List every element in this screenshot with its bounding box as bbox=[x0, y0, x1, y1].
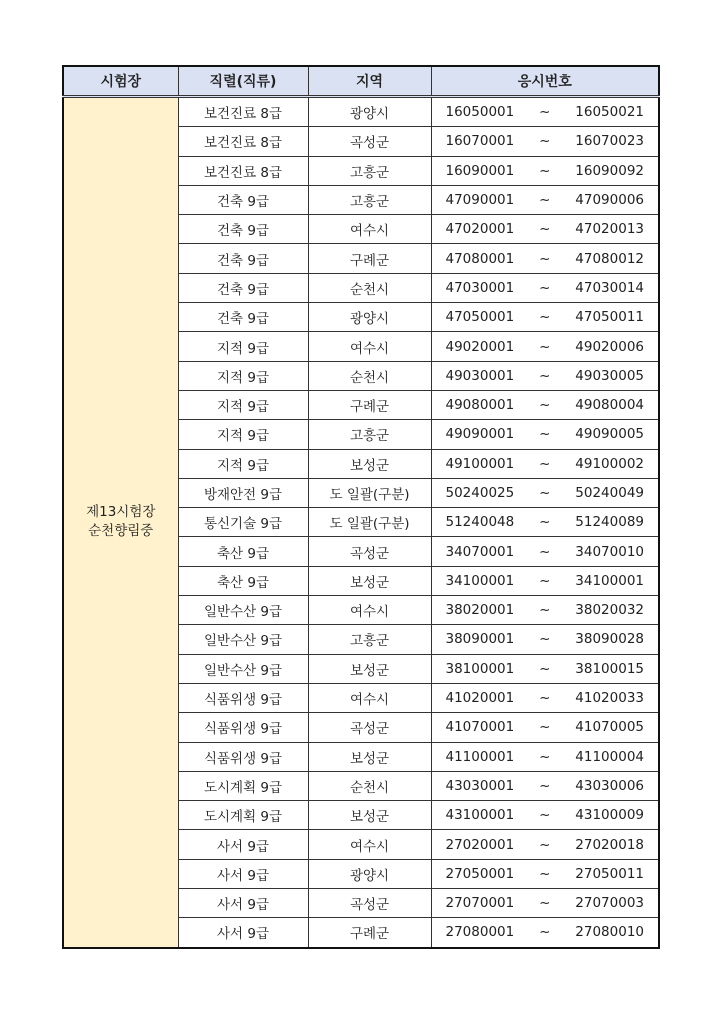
range-separator: ~ bbox=[539, 543, 551, 560]
number-from: 47030001 bbox=[445, 279, 515, 296]
job-cell: 일반수산 9급 bbox=[178, 625, 308, 654]
number-to: 27080010 bbox=[575, 924, 644, 941]
number-range-cell bbox=[431, 742, 659, 771]
job-cell: 사서 9급 bbox=[178, 918, 308, 948]
number-from: 50240025 bbox=[445, 485, 515, 501]
number-from: 49030001 bbox=[445, 367, 515, 384]
number-range-cell bbox=[431, 801, 659, 830]
region-cell: 보성군 bbox=[308, 449, 431, 478]
number-from: 16050001 bbox=[445, 104, 515, 121]
number-from: 47050001 bbox=[445, 309, 515, 326]
number-to: 47020013 bbox=[575, 221, 644, 238]
number-from: 43030001 bbox=[445, 777, 515, 794]
range-separator: ~ bbox=[539, 807, 551, 824]
job-cell: 지적 9급 bbox=[178, 361, 308, 390]
region-cell: 곡성군 bbox=[308, 127, 431, 156]
number-range-cell bbox=[431, 478, 659, 507]
region-cell: 구례군 bbox=[308, 390, 431, 419]
job-cell: 지적 9급 bbox=[178, 390, 308, 419]
number-to: 16050021 bbox=[575, 104, 644, 121]
number-range-cell bbox=[431, 830, 659, 859]
job-cell: 건축 9급 bbox=[178, 244, 308, 273]
number-range-cell bbox=[431, 859, 659, 888]
job-cell: 보건진료 8급 bbox=[178, 156, 308, 185]
range-separator: ~ bbox=[539, 162, 551, 179]
exam-assignment-table bbox=[62, 65, 660, 949]
number-range-cell bbox=[431, 537, 659, 566]
number-from: 41070001 bbox=[445, 719, 515, 736]
region-cell: 고흥군 bbox=[308, 185, 431, 214]
range-separator: ~ bbox=[539, 367, 551, 384]
header-job: 직렬(직류) bbox=[178, 66, 308, 97]
number-from: 27080001 bbox=[445, 924, 515, 941]
number-range-cell bbox=[431, 625, 659, 654]
range-separator: ~ bbox=[539, 836, 551, 853]
number-to: 49030005 bbox=[575, 367, 644, 384]
number-from: 49080001 bbox=[445, 397, 515, 414]
range-separator: ~ bbox=[539, 514, 551, 531]
region-cell: 보성군 bbox=[308, 654, 431, 683]
region-cell: 보성군 bbox=[308, 801, 431, 830]
number-to: 43100009 bbox=[575, 807, 644, 824]
job-cell: 도시계획 9급 bbox=[178, 801, 308, 830]
range-separator: ~ bbox=[539, 777, 551, 794]
number-range-cell bbox=[431, 127, 659, 156]
job-cell: 지적 9급 bbox=[178, 420, 308, 449]
number-to: 43030006 bbox=[575, 777, 644, 794]
job-cell: 사서 9급 bbox=[178, 830, 308, 859]
number-range-cell bbox=[431, 97, 659, 127]
range-separator: ~ bbox=[539, 221, 551, 238]
number-from: 49090001 bbox=[445, 426, 515, 443]
range-separator: ~ bbox=[539, 279, 551, 296]
range-separator: ~ bbox=[539, 133, 551, 150]
number-from: 41020001 bbox=[445, 690, 515, 707]
number-to: 16070023 bbox=[575, 133, 644, 150]
job-cell: 도시계획 9급 bbox=[178, 771, 308, 800]
range-separator: ~ bbox=[539, 104, 551, 121]
header-site: 시험장 bbox=[63, 66, 178, 97]
range-separator: ~ bbox=[539, 397, 551, 414]
header-row bbox=[63, 66, 659, 97]
number-range-cell bbox=[431, 361, 659, 390]
number-range-cell bbox=[431, 566, 659, 595]
site-school: 순천향림중 bbox=[88, 523, 154, 540]
number-range-cell bbox=[431, 185, 659, 214]
number-range-cell bbox=[431, 449, 659, 478]
range-separator: ~ bbox=[539, 895, 551, 912]
number-range-cell bbox=[431, 156, 659, 185]
region-cell: 순천시 bbox=[308, 361, 431, 390]
number-from: 16090001 bbox=[445, 162, 515, 179]
region-cell: 순천시 bbox=[308, 273, 431, 302]
range-separator: ~ bbox=[539, 426, 551, 443]
number-to: 49080004 bbox=[575, 397, 644, 414]
number-range-cell bbox=[431, 215, 659, 244]
number-from: 38100001 bbox=[445, 660, 515, 677]
number-from: 47090001 bbox=[445, 192, 515, 209]
job-cell: 축산 9급 bbox=[178, 537, 308, 566]
job-cell: 일반수산 9급 bbox=[178, 596, 308, 625]
number-from: 38090001 bbox=[445, 631, 515, 648]
job-cell: 통신기술 9급 bbox=[178, 508, 308, 537]
number-range-cell bbox=[431, 654, 659, 683]
job-cell: 보건진료 8급 bbox=[178, 97, 308, 127]
range-separator: ~ bbox=[539, 455, 551, 472]
number-to: 49020006 bbox=[575, 338, 644, 355]
region-cell: 보성군 bbox=[308, 566, 431, 595]
number-from: 51240048 bbox=[445, 514, 515, 531]
header-region: 지역 bbox=[308, 66, 431, 97]
number-to: 41070005 bbox=[575, 719, 644, 736]
number-range-cell bbox=[431, 713, 659, 742]
range-separator: ~ bbox=[539, 719, 551, 736]
job-cell: 건축 9급 bbox=[178, 303, 308, 332]
region-cell: 곡성군 bbox=[308, 713, 431, 742]
number-from: 49100001 bbox=[445, 455, 515, 472]
number-range-cell bbox=[431, 273, 659, 302]
range-separator: ~ bbox=[539, 250, 551, 267]
region-cell: 도 일괄(구분) bbox=[308, 478, 431, 507]
number-range-cell bbox=[431, 332, 659, 361]
job-cell: 사서 9급 bbox=[178, 859, 308, 888]
region-cell: 광양시 bbox=[308, 97, 431, 127]
number-from: 27050001 bbox=[445, 865, 515, 882]
number-from: 34070001 bbox=[445, 543, 515, 560]
number-from: 16070001 bbox=[445, 133, 515, 150]
number-to: 34100001 bbox=[575, 572, 644, 589]
number-range-cell bbox=[431, 683, 659, 712]
number-to: 47050011 bbox=[575, 309, 644, 326]
job-cell: 일반수산 9급 bbox=[178, 654, 308, 683]
region-cell: 고흥군 bbox=[308, 625, 431, 654]
job-cell: 식품위생 9급 bbox=[178, 742, 308, 771]
number-to: 27070003 bbox=[575, 895, 644, 912]
number-to: 49100002 bbox=[575, 455, 644, 472]
range-separator: ~ bbox=[539, 338, 551, 355]
job-cell: 건축 9급 bbox=[178, 273, 308, 302]
range-separator: ~ bbox=[539, 631, 551, 648]
number-from: 34100001 bbox=[445, 572, 515, 589]
region-cell: 보성군 bbox=[308, 742, 431, 771]
range-separator: ~ bbox=[539, 485, 551, 501]
number-to: 50240049 bbox=[575, 485, 644, 501]
range-separator: ~ bbox=[539, 748, 551, 765]
number-to: 38090028 bbox=[575, 631, 644, 648]
number-range-cell bbox=[431, 303, 659, 332]
number-from: 27070001 bbox=[445, 895, 515, 912]
number-to: 27050011 bbox=[575, 865, 644, 882]
number-to: 34070010 bbox=[575, 543, 644, 560]
number-to: 49090005 bbox=[575, 426, 644, 443]
range-separator: ~ bbox=[539, 602, 551, 619]
number-from: 41100001 bbox=[445, 748, 515, 765]
number-range-cell bbox=[431, 244, 659, 273]
job-cell: 건축 9급 bbox=[178, 215, 308, 244]
job-cell: 식품위생 9급 bbox=[178, 713, 308, 742]
range-separator: ~ bbox=[539, 660, 551, 677]
range-separator: ~ bbox=[539, 309, 551, 326]
number-to: 38100015 bbox=[575, 660, 644, 677]
range-separator: ~ bbox=[539, 572, 551, 589]
header-number: 응시번호 bbox=[431, 66, 659, 97]
region-cell: 여수시 bbox=[308, 215, 431, 244]
region-cell: 도 일괄(구분) bbox=[308, 508, 431, 537]
number-range-cell bbox=[431, 390, 659, 419]
number-to: 51240089 bbox=[575, 514, 644, 531]
region-cell: 고흥군 bbox=[308, 420, 431, 449]
job-cell: 지적 9급 bbox=[178, 332, 308, 361]
number-to: 47030014 bbox=[575, 279, 644, 296]
number-to: 41020033 bbox=[575, 690, 644, 707]
number-from: 47080001 bbox=[445, 250, 515, 267]
number-to: 27020018 bbox=[575, 836, 644, 853]
range-separator: ~ bbox=[539, 192, 551, 209]
region-cell: 순천시 bbox=[308, 771, 431, 800]
number-to: 47090006 bbox=[575, 192, 644, 209]
region-cell: 여수시 bbox=[308, 830, 431, 859]
job-cell: 건축 9급 bbox=[178, 185, 308, 214]
number-range-cell bbox=[431, 508, 659, 537]
number-range-cell bbox=[431, 420, 659, 449]
number-to: 47080012 bbox=[575, 250, 644, 267]
region-cell: 곡성군 bbox=[308, 537, 431, 566]
exam-site-cell bbox=[63, 97, 178, 948]
table-row bbox=[63, 97, 659, 127]
region-cell: 광양시 bbox=[308, 303, 431, 332]
region-cell: 여수시 bbox=[308, 683, 431, 712]
number-from: 38020001 bbox=[445, 602, 515, 619]
region-cell: 여수시 bbox=[308, 596, 431, 625]
number-to: 41100004 bbox=[575, 748, 644, 765]
range-separator: ~ bbox=[539, 924, 551, 941]
number-from: 49020001 bbox=[445, 338, 515, 355]
job-cell: 식품위생 9급 bbox=[178, 683, 308, 712]
range-separator: ~ bbox=[539, 865, 551, 882]
job-cell: 축산 9급 bbox=[178, 566, 308, 595]
number-from: 47020001 bbox=[445, 221, 515, 238]
site-name: 제13시험장 bbox=[86, 504, 156, 521]
number-from: 27020001 bbox=[445, 836, 515, 853]
number-to: 38020032 bbox=[575, 602, 644, 619]
number-range-cell bbox=[431, 918, 659, 948]
number-range-cell bbox=[431, 596, 659, 625]
number-to: 16090092 bbox=[575, 162, 644, 179]
region-cell: 구례군 bbox=[308, 918, 431, 948]
region-cell: 여수시 bbox=[308, 332, 431, 361]
region-cell: 구례군 bbox=[308, 244, 431, 273]
job-cell: 방재안전 9급 bbox=[178, 478, 308, 507]
region-cell: 광양시 bbox=[308, 859, 431, 888]
region-cell: 고흥군 bbox=[308, 156, 431, 185]
number-range-cell bbox=[431, 771, 659, 800]
region-cell: 곡성군 bbox=[308, 889, 431, 918]
range-separator: ~ bbox=[539, 690, 551, 707]
job-cell: 지적 9급 bbox=[178, 449, 308, 478]
number-range-cell bbox=[431, 889, 659, 918]
job-cell: 사서 9급 bbox=[178, 889, 308, 918]
job-cell: 보건진료 8급 bbox=[178, 127, 308, 156]
number-from: 43100001 bbox=[445, 807, 515, 824]
